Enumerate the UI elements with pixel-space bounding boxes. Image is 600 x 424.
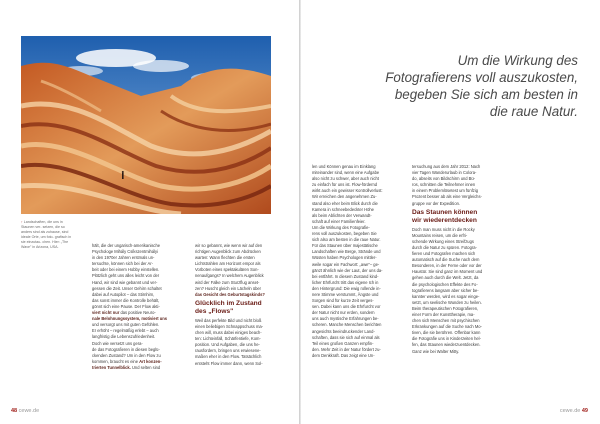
bold-text: trierten Tunnelblick. xyxy=(92,364,131,370)
text-line: chen sich Menschen mit psychischen xyxy=(412,318,480,324)
text-line: schende Wirkung eines Streifzugs xyxy=(412,238,474,244)
text-line: dem Denkkraft. Das zeigt eine Un- xyxy=(312,352,375,358)
text-line: zu einfach für uns ist. Flow-fördernd xyxy=(312,182,378,188)
text-column-4 xyxy=(412,164,498,355)
text-line: Weil das perfekte Bild und nicht bloß xyxy=(195,317,262,323)
text-line: Sorgen sind für kurze Zeit verges- xyxy=(312,298,374,304)
text-line: rens voll auszukosten, begeben Sie xyxy=(312,231,377,237)
caption-line xyxy=(21,220,52,224)
section-heading: des „Flows" xyxy=(195,307,234,315)
text-column-2 xyxy=(195,243,277,367)
text-line xyxy=(92,365,168,371)
text-line: den Hintergrund: Die ewig rollende in- xyxy=(312,285,381,291)
quote-line: Fotografierens voll auszukosten, xyxy=(385,70,578,85)
text-line: zen? Huscht gleich ein Lächeln über xyxy=(195,285,261,291)
quote-line: Um die Wirkung des xyxy=(457,53,578,68)
text-line: einer Form der Kunsttherapie, ma- xyxy=(412,311,475,317)
text-line: Beim therapeutischen Fotografieren, xyxy=(412,305,479,311)
bold-text: das Gesicht des Geburtstagskinds? xyxy=(195,291,265,297)
text-line: die Fotografie uns in Kinderzeiten hel- xyxy=(412,336,481,342)
quote-line: begeben Sie sich am besten in xyxy=(394,87,578,102)
the-wave-rock-image xyxy=(21,36,271,214)
text-line: do, abseits von Bildschirm und Bü- xyxy=(412,176,476,182)
text-line: hält, die der ungarisch-amerikanische xyxy=(92,243,161,248)
bold-text: viert nicht nur xyxy=(92,310,120,316)
text-line: sich also am besten in die raue Natur. xyxy=(312,237,381,243)
caption-line: chen. Hier: „The Wave" xyxy=(21,240,69,249)
text-line: gehen auch durch die Welt. Jetzt, da xyxy=(412,275,479,281)
text-line: licher Ehrfurcht tritt das eigene Ich in xyxy=(312,279,379,285)
text-line: nere Stimme verstummt, Ängste und xyxy=(312,291,379,297)
text-line: len und Können genau im Einklang xyxy=(312,164,376,169)
text-line: das sonst immer die Kontrolle behält, xyxy=(92,297,160,303)
page-number-left xyxy=(11,408,39,414)
text-line: beit oder bei einem Hobby einstellen. xyxy=(92,267,160,273)
caption-line: in Arizona, USA. xyxy=(32,245,59,249)
text-column-3 xyxy=(312,164,398,359)
text-line: chen will, muss dabei einiges beach- xyxy=(195,330,262,336)
text-line: Erkrankungen auf die Suche nach Mo- xyxy=(412,324,482,330)
bold-text: Art konzen- xyxy=(139,358,162,364)
text-line: fieren und Fotografen machen sich xyxy=(412,251,476,257)
text-line: und versorgt uns mit guten Gefühlen. xyxy=(92,322,160,328)
text-line: tografierens langsam aber sicher be- xyxy=(412,287,479,293)
text-fragment: kommen, braucht es eine xyxy=(92,358,138,364)
text-line: der Natur nicht nur erden, sondern xyxy=(312,310,375,316)
text-line: uns auch mystische Erfahrungen be- xyxy=(312,316,379,322)
text-line: gessen die Zeit. Unser Gehirn schaltet xyxy=(92,285,162,291)
caption-line: grafisch in sie einzutau- xyxy=(21,235,72,244)
text-line xyxy=(195,292,277,298)
section-heading: Glücklich im Zustand xyxy=(195,299,262,307)
text-line: de das Fotografieren in diesen beglü- xyxy=(92,346,160,352)
text-line: stand also eher beim Blick durch die xyxy=(312,200,378,206)
text-line: Besonderen, in der Ferne oder vor der xyxy=(412,263,482,269)
landscape-photo xyxy=(21,36,271,214)
text-line: tersuchte, können sich bei der Ar- xyxy=(92,261,153,267)
text-line: wird der Falke zum Sturzflug anset- xyxy=(195,279,260,285)
text-line: rausfordern, bringen uns erwiesene- xyxy=(195,348,261,354)
text-line: Teil eines großen Ganzen empfin- xyxy=(312,340,374,346)
text-line: Doch wie versetzt uns gera- xyxy=(92,340,143,346)
caption-line: setzen, die so anders xyxy=(21,225,65,234)
text-line: in einem Problemlösetest um fünfzig xyxy=(412,188,478,194)
text-line: nenaufgangs? In welchem Augenblick xyxy=(195,273,264,279)
text-fragment: das positive Neuro- xyxy=(120,310,156,316)
text-line: fen, das Staunen wiederzuentdecken. xyxy=(412,342,481,348)
text-line: Haustür. Sie sind ganz im Moment und xyxy=(412,269,483,275)
section-heading: Das Staunen können xyxy=(412,208,478,216)
text-line: Doch man muss nicht in die Rocky xyxy=(412,226,475,232)
text-line: dabei auf Autopilot – das Stirnhirn, xyxy=(92,291,155,297)
caption-line: sind als zuhause, sind xyxy=(33,230,69,234)
caption-line: ideale Orte, um foto- xyxy=(21,235,54,239)
text-line: ten: Lichteinfall, Schärfentiefe, Kom- xyxy=(195,336,261,342)
pull-quote xyxy=(330,52,578,120)
text-line: wir so gebannt, wie wenn wir auf den xyxy=(195,243,263,248)
text-line: Wüsten haben Psychologen mittler- xyxy=(312,255,377,261)
text-line: bei entfährt. In diesem Zustand kind- xyxy=(312,273,379,279)
text-line: angesichts beeindruckender Land- xyxy=(312,328,375,334)
text-line: schaften, dass sie sich auf einmal als xyxy=(312,334,380,340)
text-line: die psychologischen Effekte des Fo- xyxy=(412,281,478,287)
text-line: weile sogar ein Fachwort: „awe"– ge- xyxy=(312,261,380,267)
quote-line: die raue Natur. xyxy=(489,104,578,119)
text-line: als beim Ablichten der Verwandt- xyxy=(312,212,372,218)
text-line: gruppe vor der Expedition. xyxy=(412,200,461,206)
text-line: vier Tagen Wanderurlaub in Colora- xyxy=(412,170,477,176)
text-line: gänzt ähnlich wie der Laut, der uns da- xyxy=(312,267,383,273)
text-line: Lichtstrahlen am Horizont empor als xyxy=(195,261,261,267)
page-number: 48 xyxy=(11,408,18,414)
caption-arrow-icon: ↑ xyxy=(21,220,23,224)
page-number-right xyxy=(560,408,588,414)
text-line: tiven, die sie berühren. Offenbar kann xyxy=(412,330,481,336)
text-line: durch die Natur zu spüren. Fotogra- xyxy=(412,244,477,250)
text-line: setzt, um seelische Wunden zu heilen. xyxy=(412,299,482,305)
text-line: ckenden Zustand? Um in den Flow zu xyxy=(92,352,161,358)
text-line: maßen eher in den Flow. Tatsächlich xyxy=(195,354,262,360)
text-line: sen. Dabei kann uns die Ehrfurcht vor xyxy=(312,304,381,310)
text-line: Er erhöht – regelmäßig erlebt – auch xyxy=(92,328,159,334)
page-number: 49 xyxy=(581,408,588,414)
left-page xyxy=(0,0,299,424)
text-line: einen beliebigen Schnappschuss ma- xyxy=(195,323,264,329)
text-line: tersuchung aus dem Jahr 2012: Nach xyxy=(412,164,481,169)
text-line: Prozent besser ab als eine Vergleichs- xyxy=(412,194,482,200)
text-line: Kamera in schneebedeckter Höhe xyxy=(312,206,374,212)
text-line: Psychologe Mihály Csíkszentmihályi xyxy=(92,249,158,255)
text-line: automatisch auf die Suche nach dem xyxy=(412,257,480,263)
text-line: wirkt auch ein gewisser Kontrollverlust: xyxy=(312,188,383,194)
text-fragment: Und selten sind xyxy=(130,364,161,370)
text-line: Wir erreichen den angenehmen Zu- xyxy=(312,194,377,200)
caption-text: Landschaften, die xyxy=(23,220,53,224)
text-line: also nicht zu schwer, aber auch nicht xyxy=(312,176,379,182)
text-line: Ganz wie bei Walter Mitty. xyxy=(412,348,460,354)
text-line: ros, schnitten die Teilnehmer innen xyxy=(412,182,476,188)
text-line: warten: Wann flechten die ersten xyxy=(195,255,255,261)
caption-line: uns in Staunen ver- xyxy=(21,220,63,229)
text-line: entsteht Flow immer dann, wenn Sol- xyxy=(195,360,263,366)
photo-caption xyxy=(21,220,76,250)
text-line: gönnt sich eine Pause. Der Flow akti- xyxy=(92,303,160,309)
text-line: Mountains reisen, um die erfri- xyxy=(412,232,468,238)
text-line: scheren. Manche Menschen berichten xyxy=(312,322,382,328)
text-line: miteinander sind, wenn eine Aufgabe xyxy=(312,170,380,176)
text-line: kannter werden, wird es sogar einge- xyxy=(412,293,480,299)
section-heading: wir wiederentdecken xyxy=(412,216,477,224)
text-line: Für das Staunen über majestätische xyxy=(312,243,378,249)
text-line: Plötzlich geht uns alles leicht von der xyxy=(92,273,160,279)
text-line: langfristig die Lebenszufriedenheit. xyxy=(92,334,156,340)
text-line: Vorboten eines spektakulären Son- xyxy=(195,267,259,273)
text-line: Hand, wir sind wie gebannt und ver- xyxy=(92,279,158,285)
text-column-1 xyxy=(92,243,168,371)
text-line: Um die Wirkung des Fotografie- xyxy=(312,224,370,230)
brand-url: cewe.de xyxy=(559,408,581,414)
text-line: position. Und Aufgaben, die uns he- xyxy=(195,342,260,348)
text-line: den. Mehr Zeit in der Natur fördert zu- xyxy=(312,346,381,352)
bold-text: nale Belohnungssystem, motiviert uns xyxy=(92,316,168,322)
text-line: Landschaften wie Berge, Strände und xyxy=(312,249,381,255)
text-line: schaft auf einer Familienfeier. xyxy=(312,218,366,224)
text-line: in den 1970er Jahren erstmals un- xyxy=(92,255,155,261)
brand-url: cewe.de xyxy=(18,408,40,414)
text-line: richtigen Augenblick zum Abdrücken xyxy=(195,249,261,255)
